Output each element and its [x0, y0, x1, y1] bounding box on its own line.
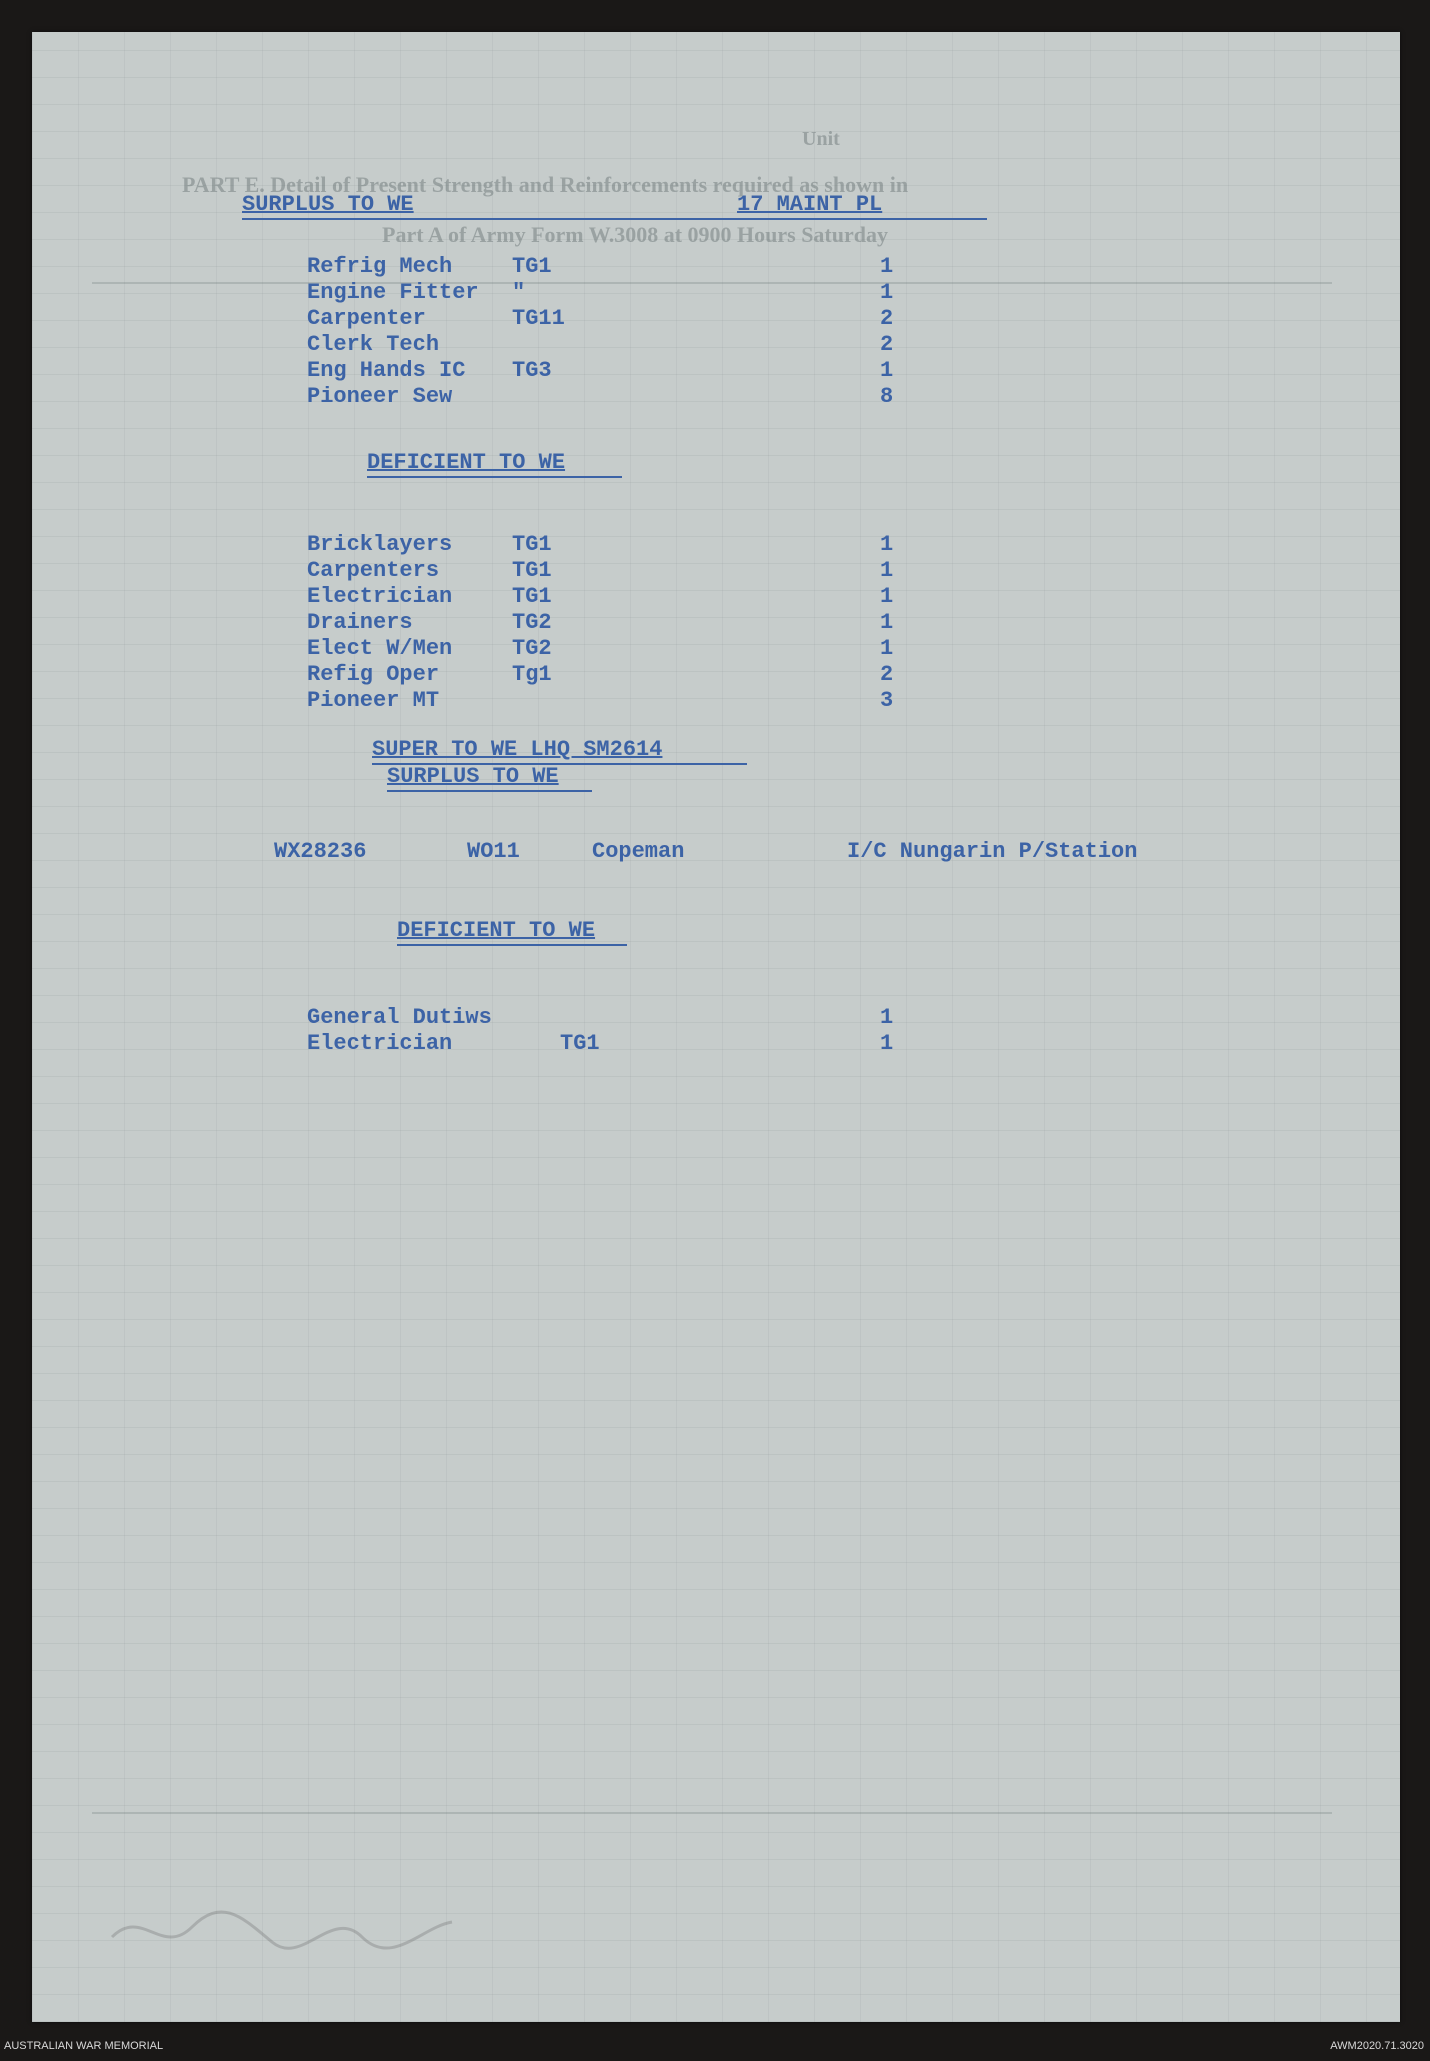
service-number: WX28236: [274, 839, 367, 864]
item-name: Pioneer Sew: [307, 384, 453, 409]
list-item: [32, 280, 1332, 306]
item-grade: TG1: [512, 254, 552, 279]
item-quantity: 1: [880, 358, 894, 383]
item-grade: Tg1: [512, 662, 552, 687]
item-name: Pioneer MT: [307, 688, 440, 713]
item-grade: TG2: [512, 636, 552, 661]
surplus-heading-2: SURPLUS TO WE: [387, 764, 559, 789]
deficient-underline-2: [397, 944, 627, 946]
item-quantity: 1: [880, 558, 894, 583]
deficient-heading: DEFICIENT TO WE: [367, 450, 566, 475]
item-quantity: 1: [880, 610, 894, 635]
form-subtitle: Part A of Army Form W.3008 at 0900 Hours Saturday: [382, 222, 888, 247]
item-name: Drainers: [307, 610, 413, 635]
list-item: [32, 332, 1332, 358]
list-item: [32, 584, 1332, 610]
list-item: [32, 384, 1332, 410]
item-grade: TG1: [512, 558, 552, 583]
footer-right: AWM2020.71.3020: [1330, 2040, 1424, 2052]
list-item: [32, 358, 1332, 384]
item-name: Refrig Mech: [307, 254, 453, 279]
item-quantity: 1: [880, 254, 894, 279]
surname: Copeman: [592, 839, 685, 864]
item-quantity: 2: [880, 306, 894, 331]
document-page: [32, 32, 1400, 2022]
item-quantity: 8: [880, 384, 894, 409]
item-quantity: 1: [880, 584, 894, 609]
item-name: Carpenters: [307, 558, 440, 583]
super-heading: SUPER TO WE LHQ SM2614: [372, 737, 663, 762]
item-name: General Dutiws: [307, 1005, 492, 1030]
surplus-underline-2: [387, 790, 592, 792]
item-grade: TG1: [512, 532, 552, 557]
form-rule: [92, 1812, 1332, 1814]
list-item: [32, 610, 1332, 636]
signature-mark: [102, 1887, 462, 1967]
list-item: [32, 306, 1332, 332]
item-quantity: 1: [880, 1005, 894, 1030]
footer-left: AUSTRALIAN WAR MEMORIAL: [4, 2040, 164, 2052]
item-grade: TG1: [512, 584, 552, 609]
item-quantity: 1: [880, 280, 894, 305]
form-unit-label: Unit: [802, 128, 840, 150]
list-item: [32, 662, 1332, 688]
list-item: [32, 1031, 1332, 1057]
item-quantity: 1: [880, 532, 894, 557]
item-name: Bricklayers: [307, 532, 453, 557]
item-name: Electrician: [307, 584, 453, 609]
item-name: Eng Hands IC: [307, 358, 466, 383]
list-item: [32, 1005, 1332, 1031]
deficient-heading-2: DEFICIENT TO WE: [397, 918, 596, 943]
surplus-heading: SURPLUS TO WE: [242, 192, 414, 217]
item-quantity: 2: [880, 332, 894, 357]
item-name: Clerk Tech: [307, 332, 440, 357]
item-quantity: 2: [880, 662, 894, 687]
list-item: [32, 558, 1332, 584]
unit-heading: 17 MAINT PL: [737, 192, 883, 217]
posting-note: I/C Nungarin P/Station: [847, 839, 1138, 864]
item-quantity: 3: [880, 688, 894, 713]
item-name: Elect W/Men: [307, 636, 453, 661]
item-quantity: 1: [880, 1031, 894, 1056]
item-grade: TG3: [512, 358, 552, 383]
form-title: PART E. Detail of Present Strength and Reinforcements required as shown in: [182, 172, 909, 197]
item-name: Engine Fitter: [307, 280, 479, 305]
item-grade: TG1: [560, 1031, 600, 1056]
item-grade: TG2: [512, 610, 552, 635]
list-item: [32, 254, 1332, 280]
item-name: Refig Oper: [307, 662, 440, 687]
list-item: [32, 532, 1332, 558]
item-grade: TG11: [512, 306, 565, 331]
item-name: Electrician: [307, 1031, 453, 1056]
item-quantity: 1: [880, 636, 894, 661]
rank: WO11: [467, 839, 520, 864]
deficient-underline: [367, 476, 622, 478]
list-item: [32, 688, 1332, 714]
item-name: Carpenter: [307, 306, 426, 331]
item-grade: ": [512, 280, 526, 305]
list-item: [32, 636, 1332, 662]
header-underline: [242, 218, 987, 220]
